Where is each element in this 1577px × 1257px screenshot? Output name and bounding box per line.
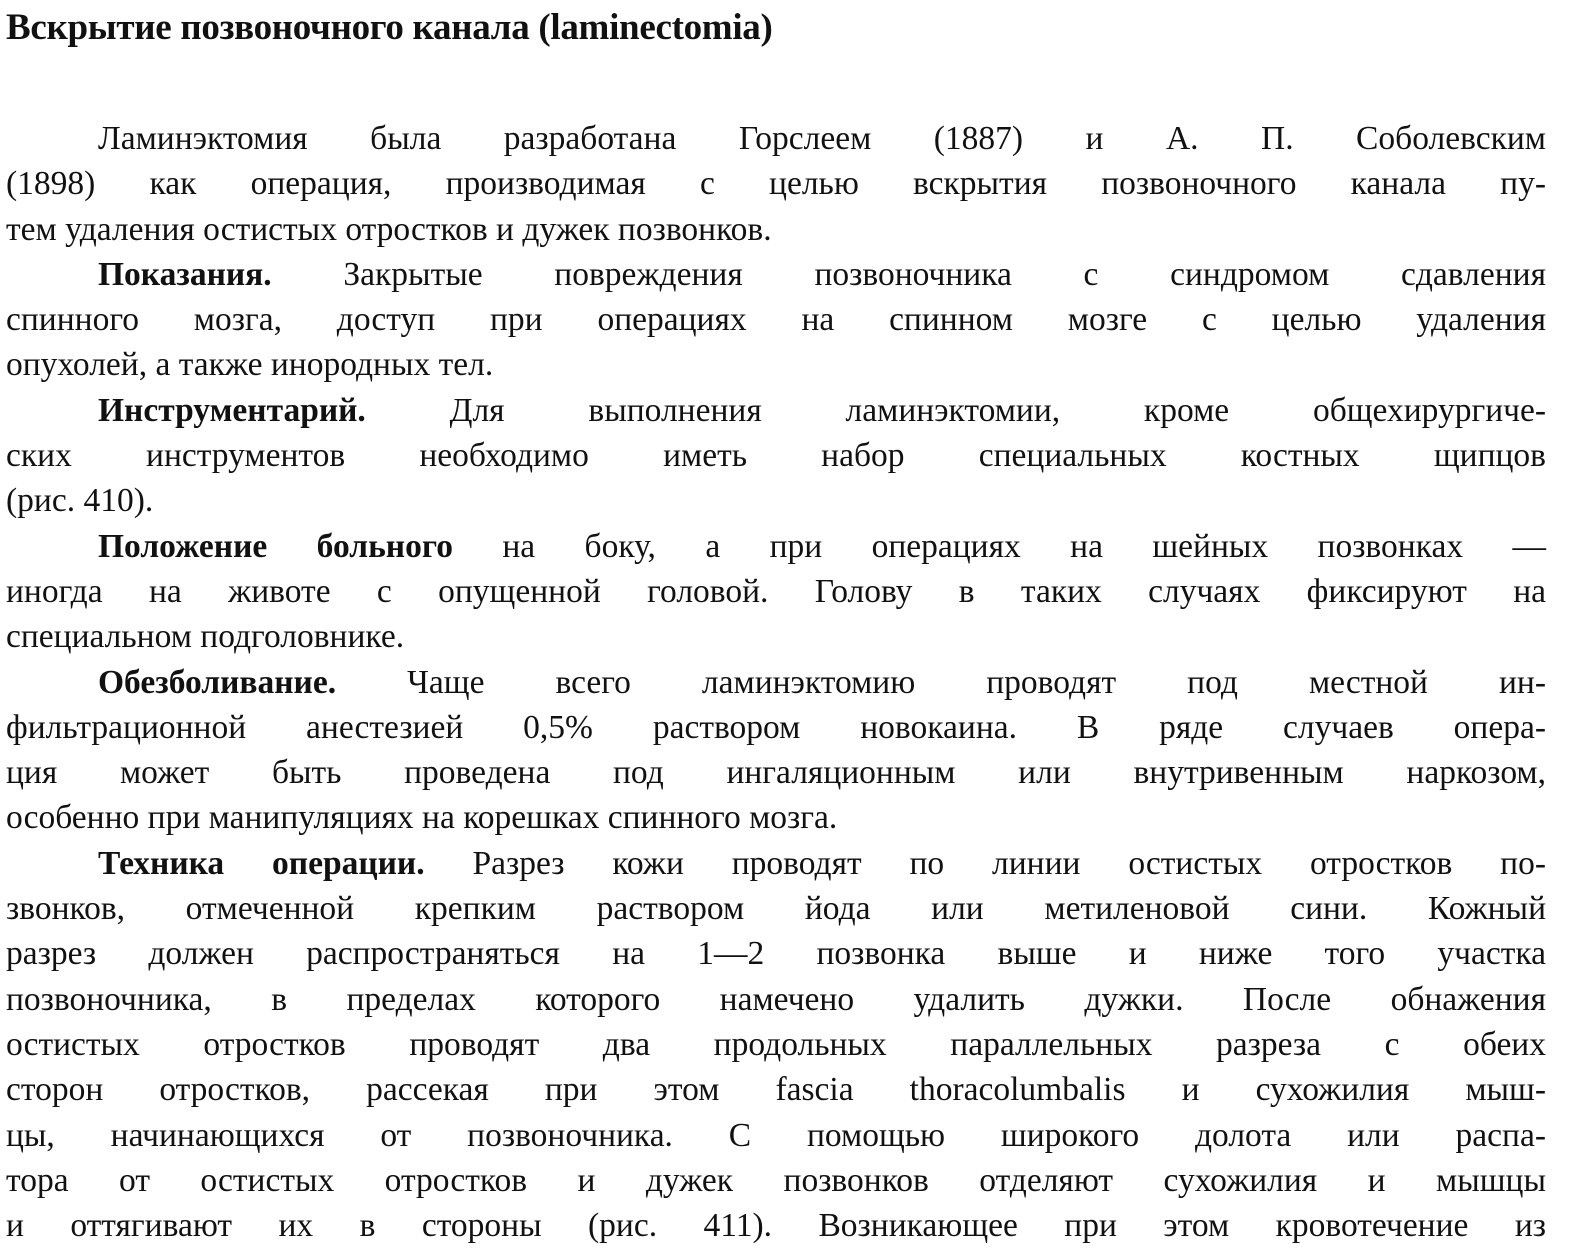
text-line: тем удаления остистых отростков и дужек позвонков. — [6, 210, 772, 248]
paragraph-history — [6, 116, 1546, 252]
text-line: звонков, отмеченной крепким раствором йода или метиленовой сини. Кожный — [6, 890, 1546, 928]
paragraph-instruments — [6, 388, 1546, 524]
paragraph-patient-position — [6, 524, 1546, 660]
body-text — [6, 116, 1546, 1248]
run-in-heading: Инструментарий. — [98, 391, 366, 429]
text-line: цы, начинающихся от позвоночника. С помощью широкого долота или распа- — [6, 1116, 1546, 1154]
run-in-heading: Обезболивание. — [98, 663, 337, 701]
text-run: на боку, а при операциях на шейных позвонках — — [452, 527, 1546, 565]
text-line: ция может быть проведена под ингаляционным или внутривенным наркозом, — [6, 754, 1546, 792]
paragraph-anesthesia — [6, 660, 1546, 841]
text-line: фильтрационной анестезией 0,5% раствором новокаина. В ряде случаев опера- — [6, 708, 1546, 746]
text-line: (1898) как операция, производимая с целью вскрытия позвоночного канала пу- — [6, 165, 1546, 203]
text-line: тора от остистых отростков и дужек позвонков отделяют сухожилия и мышцы — [6, 1161, 1546, 1199]
text-line: иногда на животе с опущенной головой. Голову в таких случаях фиксируют на — [6, 572, 1546, 610]
text-line — [6, 524, 1546, 569]
text-run: Чаще всего ламинэктомию проводят под местной ин- — [336, 663, 1546, 701]
text-line: спинного мозга, доступ при операциях на спинном мозге с целью удаления — [6, 301, 1546, 339]
run-in-heading: Техника операции. — [98, 844, 425, 882]
text-line: особенно при манипуляциях на корешках спинного мозга. — [6, 799, 838, 837]
text-line: опухолей, а также инородных тел. — [6, 346, 494, 384]
text-line: и оттягивают их в стороны (рис. 411). Возникающее при этом кровотечение из — [6, 1207, 1546, 1245]
text-line — [6, 252, 1546, 297]
text-line: специальном подголовнике. — [6, 618, 405, 656]
text-line: (рис. 410). — [6, 482, 154, 520]
text-run: Разрез кожи проводят по линии остистых отростков по- — [424, 844, 1546, 882]
text-line: Ламинэктомия была разработана Горслеем (1887) и А. П. Соболевским — [98, 120, 1546, 157]
text-line: ских инструментов необходимо иметь набор специальных костных щипцов — [6, 437, 1546, 475]
section-title: Вскрытие позвоночного канала (laminectomia) — [6, 7, 773, 48]
run-in-heading: Положение больного — [98, 527, 453, 565]
run-in-heading: Показания. — [98, 255, 272, 293]
text-line: остистых отростков проводят два продольных параллельных разреза с обеих — [6, 1025, 1546, 1063]
text-line: позвоночника, в пределах которого намечено удалить дужки. После обнажения — [6, 980, 1546, 1018]
text-line — [6, 841, 1546, 886]
text-line — [6, 660, 1546, 705]
text-line: разрез должен распространяться на 1—2 позвонка выше и ниже того участка — [6, 935, 1546, 973]
text-line — [6, 388, 1546, 433]
text-run: Для выполнения ламинэктомии, кроме общехирургиче- — [365, 391, 1546, 429]
paragraph-indications — [6, 252, 1546, 388]
paragraph-technique — [6, 841, 1546, 1249]
text-run: Закрытые повреждения позвоночника с синдромом сдавления — [271, 255, 1546, 293]
text-line: сторон отростков, рассекая при этом fascia thoracolumbalis и сухожилия мыш- — [6, 1071, 1546, 1109]
document-page — [6, 6, 1546, 1248]
